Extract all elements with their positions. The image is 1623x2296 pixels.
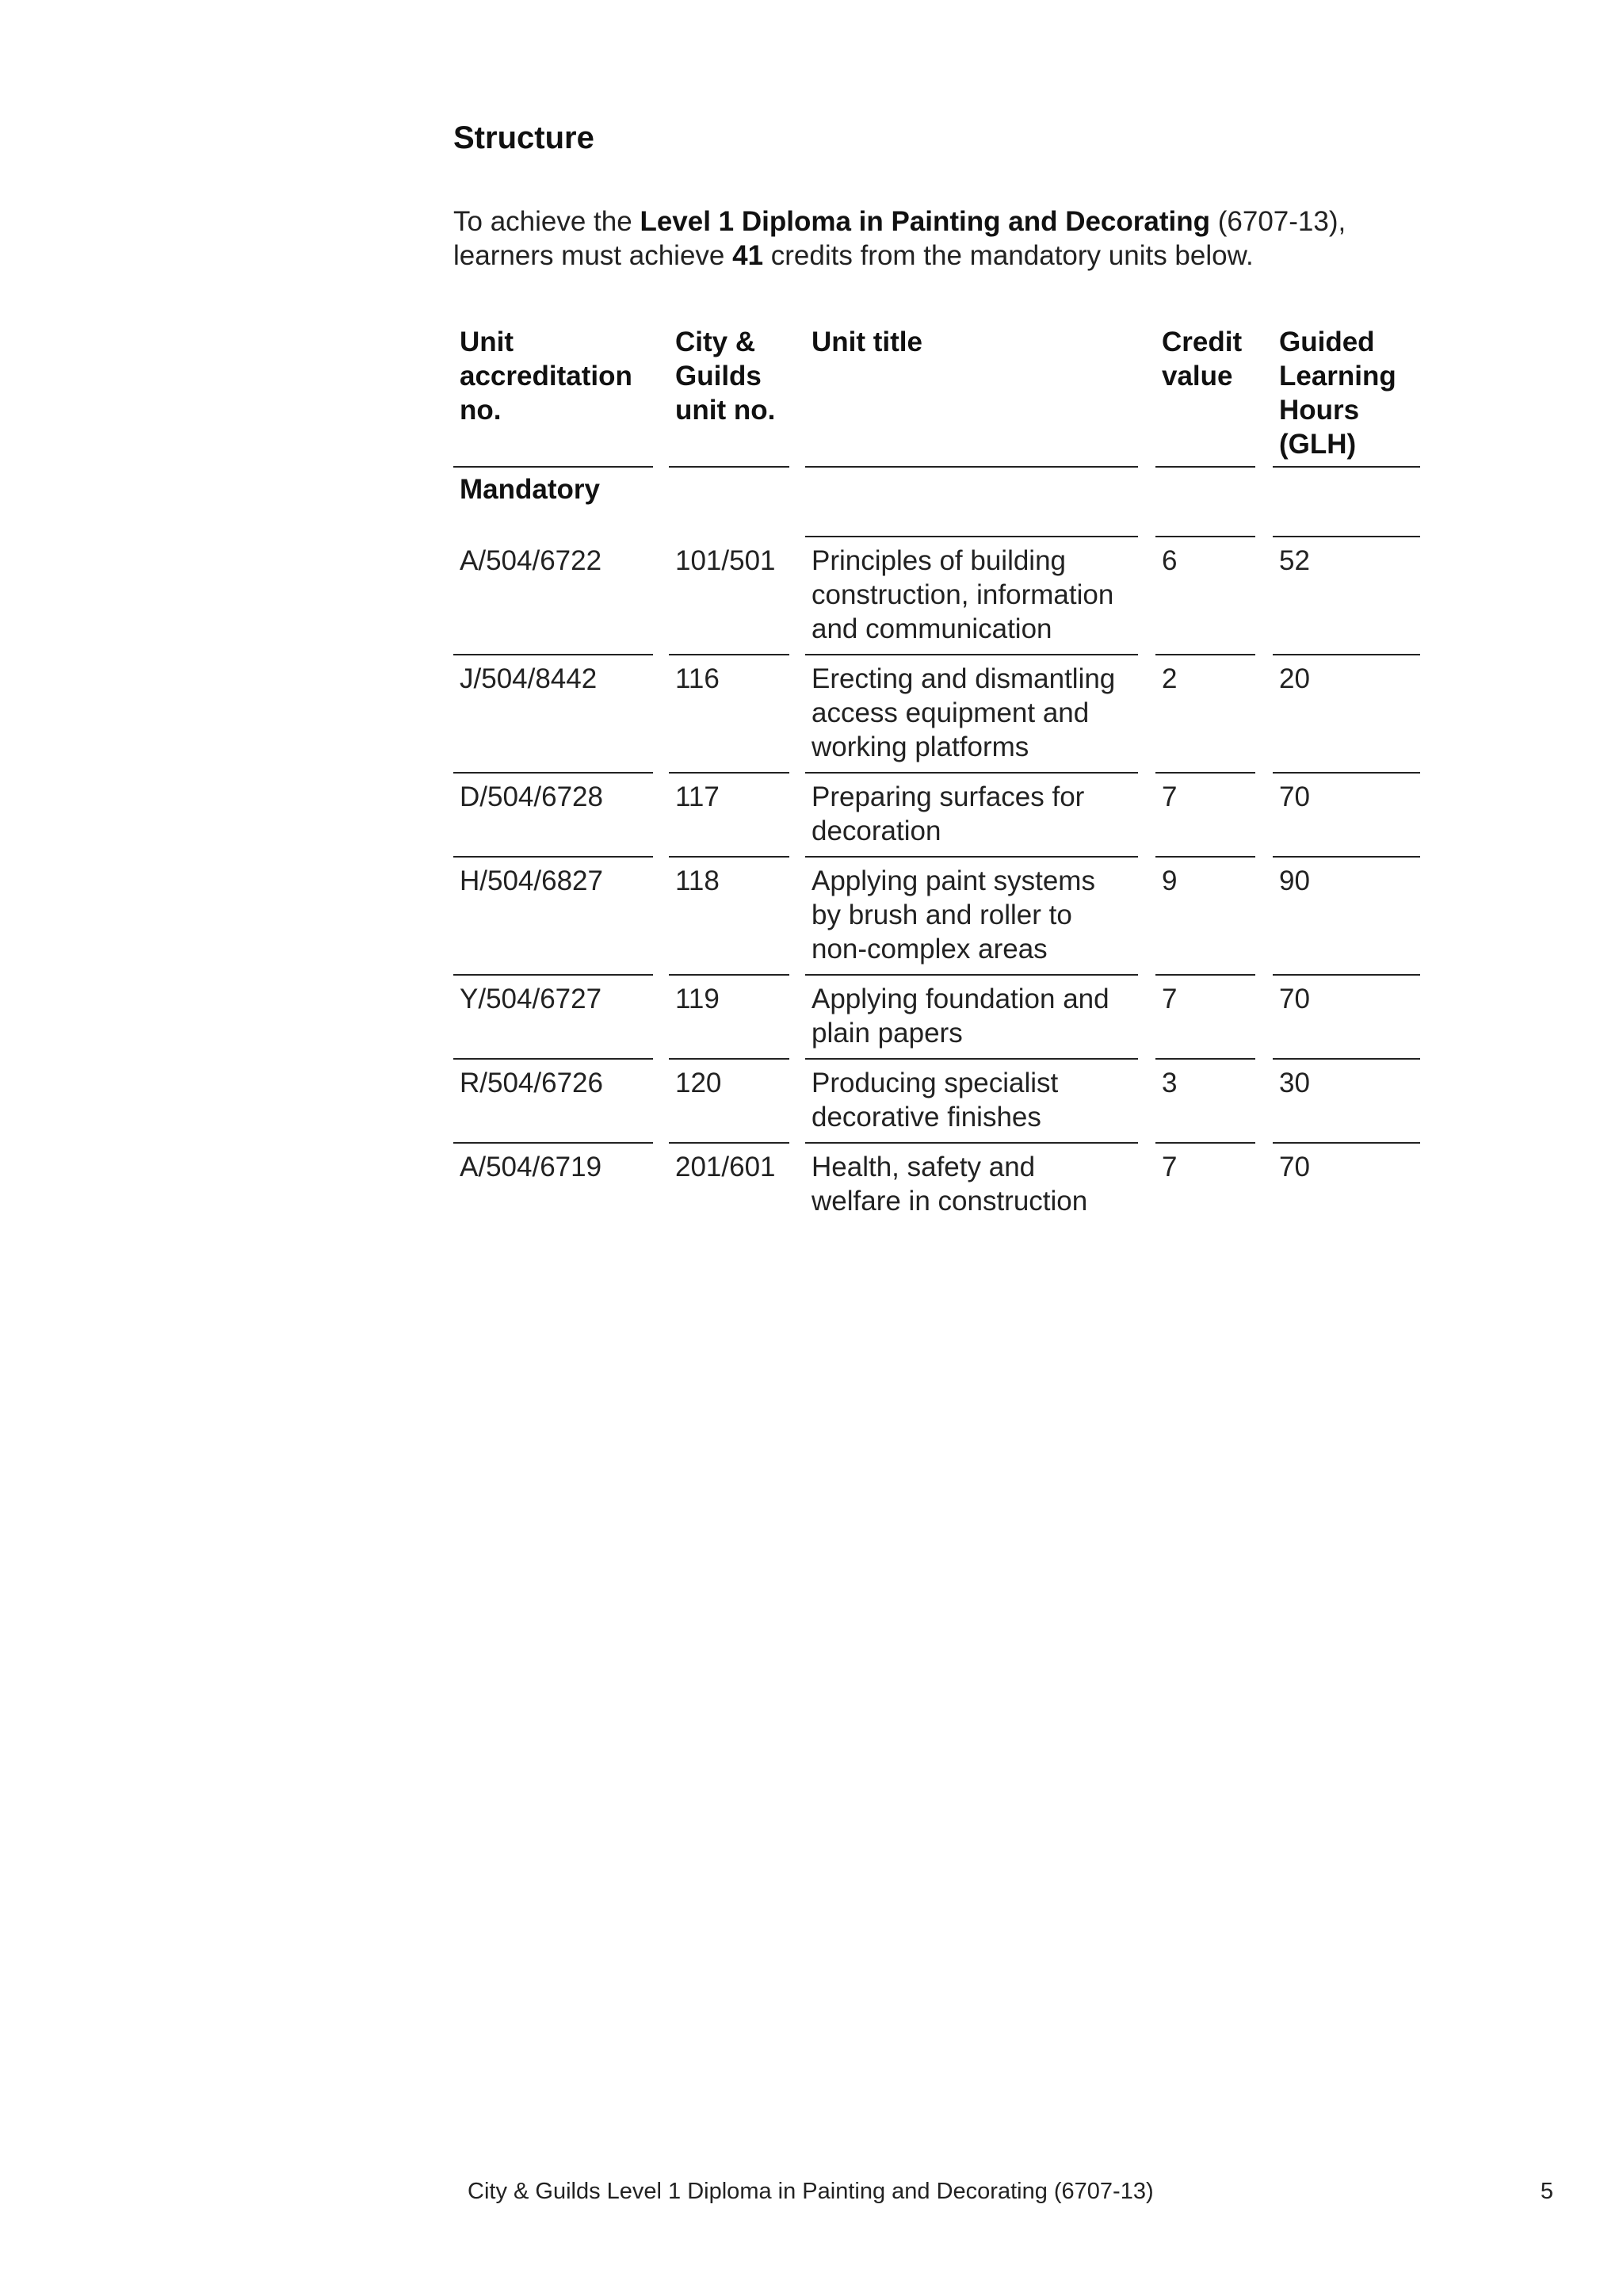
glh-cell: 52: [1273, 537, 1420, 655]
unit-title-cell: Preparing surfaces for decoration: [805, 774, 1138, 858]
cg-unit-cell: 120: [669, 1060, 789, 1144]
glh-cell: 70: [1273, 774, 1420, 858]
qualification-code: (6707-13),: [1210, 206, 1346, 237]
table-row: [453, 1144, 1439, 1228]
unit-title-cell: Erecting and dismantling access equipment and working platforms: [805, 655, 1138, 774]
table-row: [453, 537, 1439, 655]
group-empty-cell: [669, 468, 789, 537]
glh-cell: 20: [1273, 655, 1420, 774]
page-number: 5: [1540, 2179, 1553, 2204]
credit-cell: 6: [1155, 537, 1255, 655]
group-empty-cell: [1273, 468, 1420, 537]
credit-cell: 7: [1155, 774, 1255, 858]
accreditation-cell: H/504/6827: [453, 858, 653, 976]
credit-cell: 7: [1155, 976, 1255, 1060]
cg-unit-cell: 117: [669, 774, 789, 858]
credits-required: 41: [732, 240, 764, 271]
intro-line2-prefix: learners must achieve: [453, 240, 733, 271]
table-row: [453, 1060, 1439, 1144]
unit-title-cell: Principles of building construction, information and communication: [805, 537, 1138, 655]
accreditation-cell: A/504/6722: [453, 537, 653, 655]
glh-cell: 90: [1273, 858, 1420, 976]
cg-unit-cell: 116: [669, 655, 789, 774]
header-accreditation: Unit accreditation no.: [453, 325, 653, 468]
group-empty-cell: [1155, 468, 1255, 537]
cg-unit-cell: 101/501: [669, 537, 789, 655]
header-unit-title: Unit title: [805, 325, 1138, 468]
table-row: [453, 858, 1439, 976]
intro-line2-suffix: credits from the mandatory units below.: [763, 240, 1254, 271]
intro-paragraph: [453, 204, 1404, 273]
accreditation-cell: R/504/6726: [453, 1060, 653, 1144]
page-title: Structure: [453, 120, 594, 155]
accreditation-cell: Y/504/6727: [453, 976, 653, 1060]
footer-text: City & Guilds Level 1 Diploma in Painting and Decorating (6707-13): [468, 2179, 1154, 2204]
units-table: [453, 325, 1439, 1228]
group-label: Mandatory: [460, 474, 600, 505]
cg-unit-cell: 119: [669, 976, 789, 1060]
table-row: [453, 774, 1439, 858]
unit-title-cell: Producing specialist decorative finishes: [805, 1060, 1138, 1144]
header-credit-value: Credit value: [1155, 325, 1255, 468]
credit-cell: 2: [1155, 655, 1255, 774]
table-header-row: [453, 325, 1439, 468]
group-empty-cell: [805, 468, 1138, 537]
header-glh: Guided Learning Hours (GLH): [1273, 325, 1420, 468]
table-row: [453, 976, 1439, 1060]
accreditation-cell: A/504/6719: [460, 1152, 602, 1182]
credit-cell: 3: [1155, 1060, 1255, 1144]
credit-cell: 7: [1162, 1152, 1178, 1182]
unit-title-cell: Applying foundation and plain papers: [805, 976, 1138, 1060]
table-group-row: [453, 468, 1439, 537]
table-row: [453, 655, 1439, 774]
accreditation-cell: J/504/8442: [453, 655, 653, 774]
qualification-name: Level 1 Diploma in Painting and Decorating: [640, 206, 1211, 237]
cg-unit-cell: 118: [669, 858, 789, 976]
accreditation-cell: D/504/6728: [453, 774, 653, 858]
intro-prefix: To achieve the: [453, 206, 640, 237]
glh-cell: 70: [1279, 1152, 1310, 1182]
header-cg-unit: City & Guilds unit no.: [669, 325, 789, 468]
glh-cell: 30: [1273, 1060, 1420, 1144]
cg-unit-cell: 201/601: [675, 1152, 776, 1182]
glh-cell: 70: [1273, 976, 1420, 1060]
unit-title-cell: Health, safety and welfare in construction: [812, 1152, 1088, 1217]
unit-title-cell: Applying paint systems by brush and roller to non-complex areas: [805, 858, 1138, 976]
credit-cell: 9: [1155, 858, 1255, 976]
content-area: [453, 119, 1439, 1217]
